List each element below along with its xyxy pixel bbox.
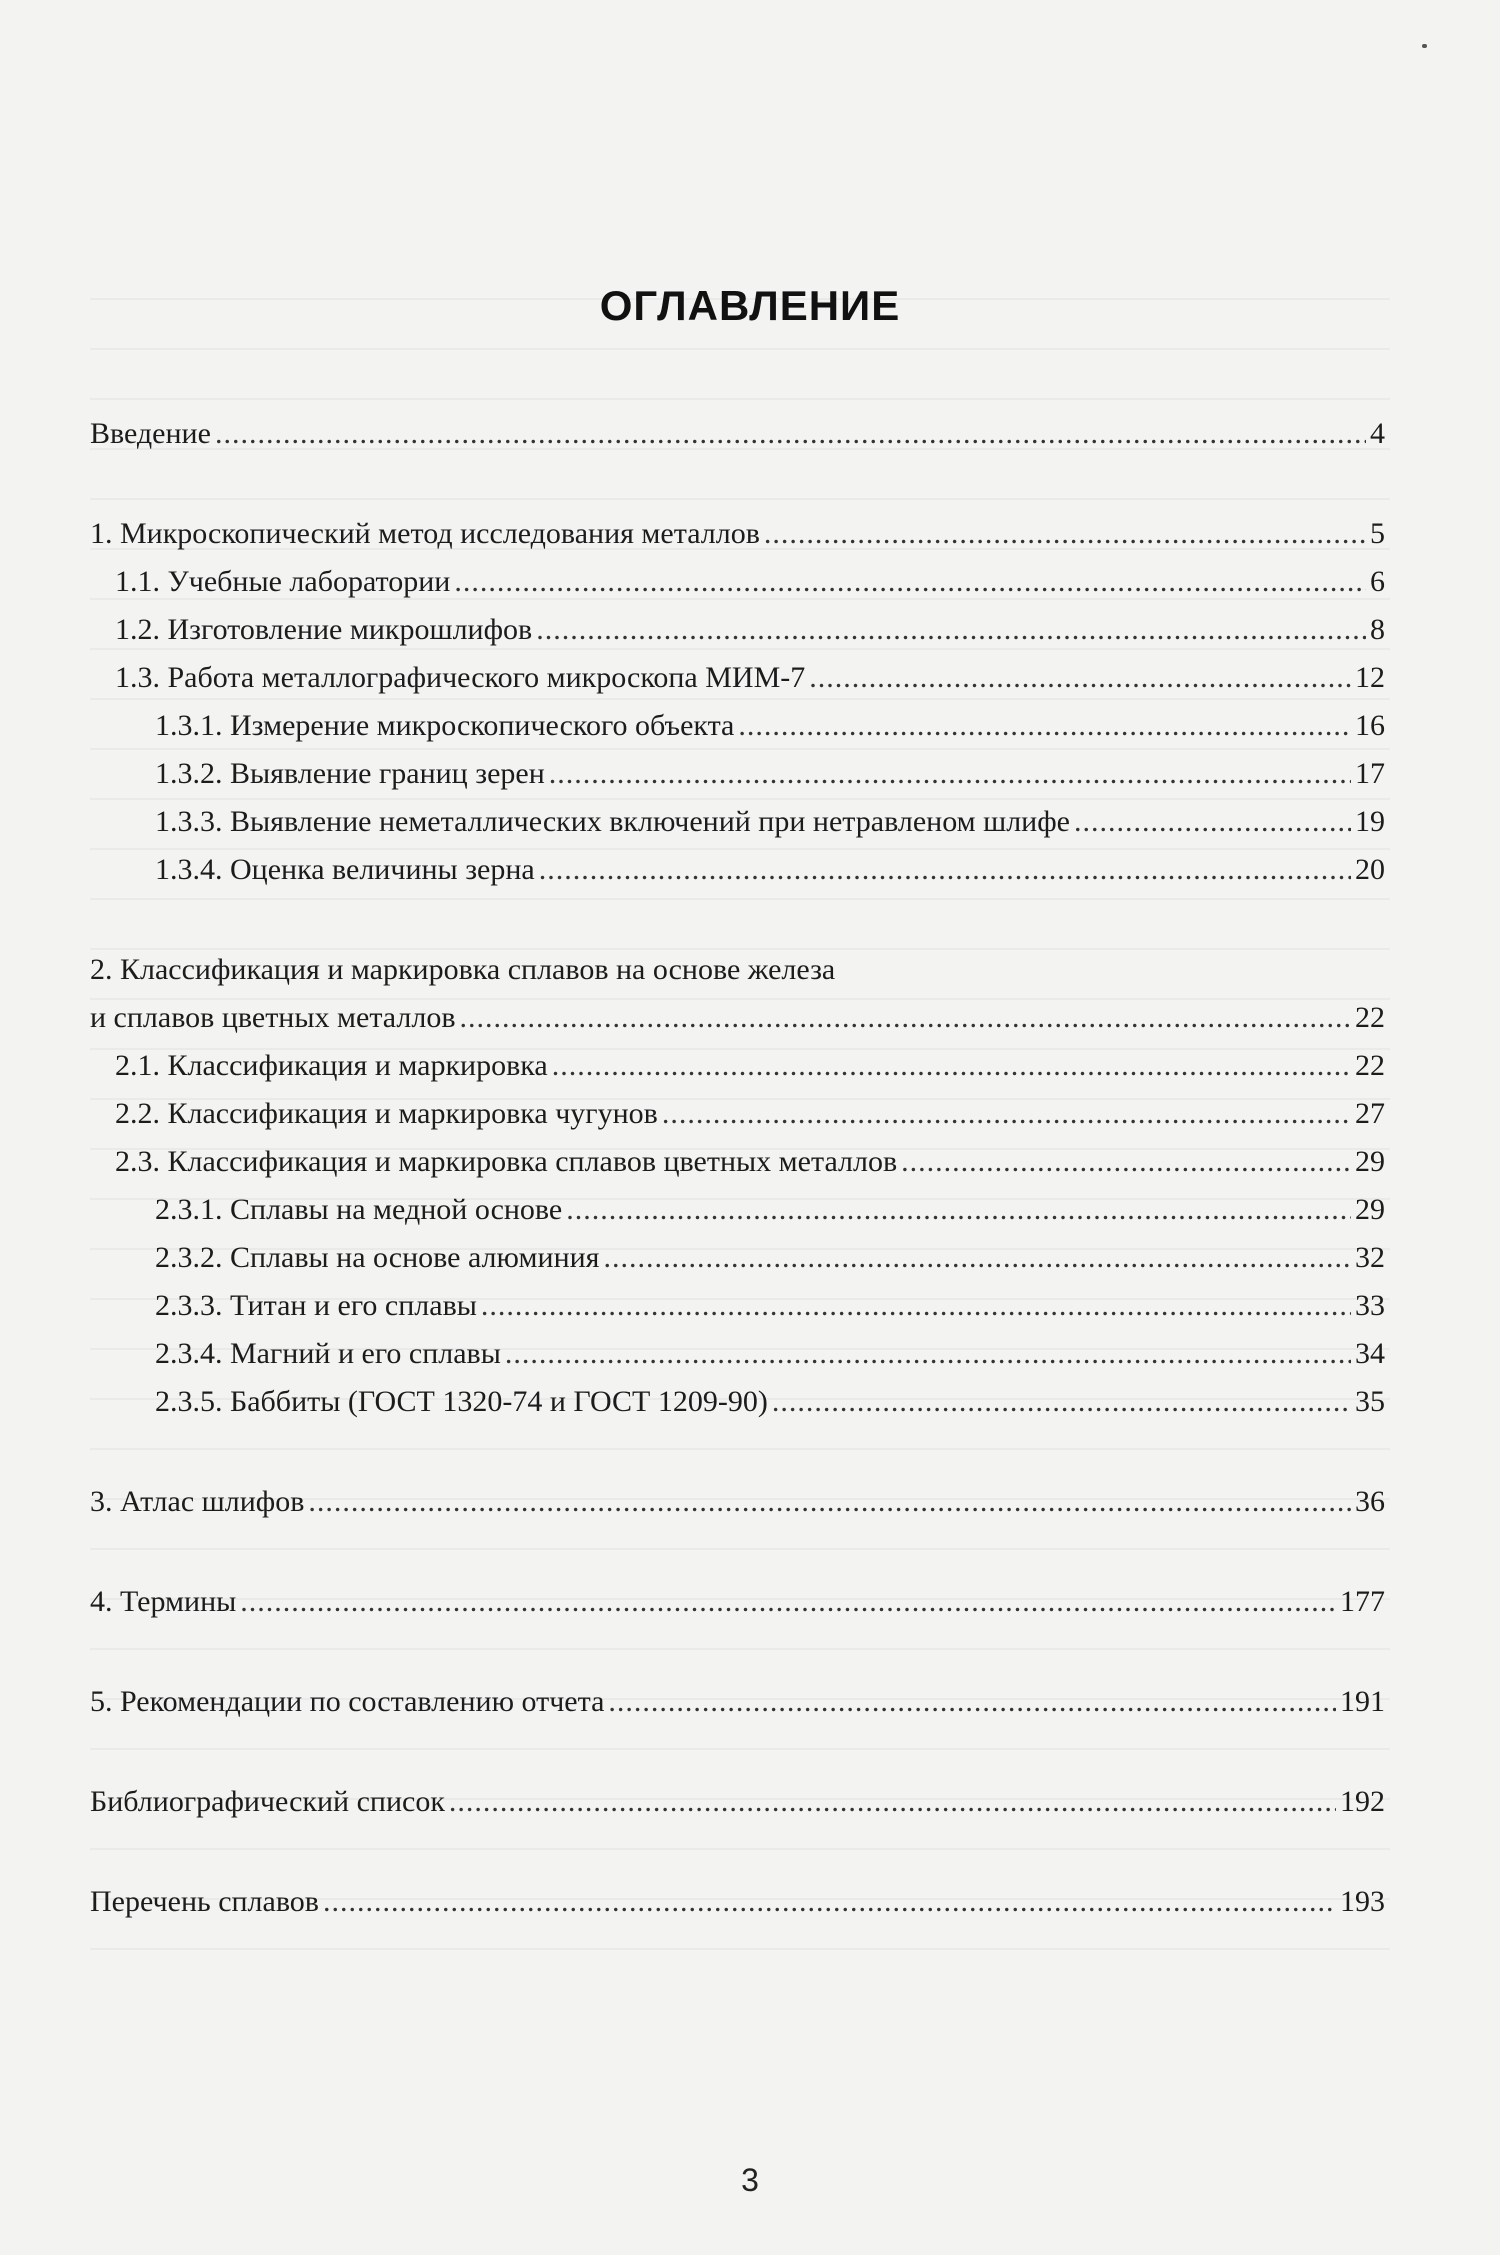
toc-entry: Библиографический список ..... 192 xyxy=(90,1778,1385,1826)
toc-entry: 2.3.4. Магний и его сплавы ..... 34 xyxy=(90,1330,1385,1378)
toc-entry: 3. Атлас шлифов ..... 36 xyxy=(90,1478,1385,1526)
toc-entry: и сплавов цветных металлов ..... 22 xyxy=(90,994,1385,1042)
toc-entry: 1. Микроскопический метод исследования металлов ..... 5 xyxy=(90,510,1385,558)
toc-entry: 2.3.3. Титан и его сплавы ..... 33 xyxy=(90,1282,1385,1330)
toc-entry: 4. Термины ..... 177 xyxy=(90,1578,1385,1626)
toc-entry: 1.3.1. Измерение микроскопического объекта ..... 16 xyxy=(90,702,1385,750)
toc-entry-line: 2. Классификация и маркировка сплавов на основе железа xyxy=(90,953,836,986)
paper-speck xyxy=(1422,44,1427,48)
toc-entry: 2.3. Классификация и маркировка сплавов цветных металлов ..... 29 xyxy=(90,1138,1385,1186)
toc-entry: 2.1. Классификация и маркировка ..... 22 xyxy=(90,1042,1385,1090)
toc-entry: Введение ..... 4 xyxy=(90,410,1385,458)
toc-entry: 1.1. Учебные лаборатории ..... 6 xyxy=(90,558,1385,606)
toc-entry: 5. Рекомендации по составлению отчета ..... 191 xyxy=(90,1678,1385,1726)
page-title: ОГЛАВЛЕНИЕ xyxy=(599,282,901,329)
page-number: 3 xyxy=(741,2162,759,2198)
toc-entry: 2.2. Классификация и маркировка чугунов ..... 27 xyxy=(90,1090,1385,1138)
toc-entry: 1.3.4. Оценка величины зерна ..... 20 xyxy=(90,846,1385,894)
table-of-contents xyxy=(90,410,1385,1926)
toc-entry: 1.2. Изготовление микрошлифов ..... 8 xyxy=(90,606,1385,654)
toc-entry: 1.3. Работа металлографического микроскопа МИМ-7 ..... 12 xyxy=(90,654,1385,702)
toc-entry: 1.3.3. Выявление неметаллических включений при нетравленом шлифе ..... 19 xyxy=(90,798,1385,846)
toc-entry: 1.3.2. Выявление границ зерен ..... 17 xyxy=(90,750,1385,798)
toc-entry: 2.3.1. Сплавы на медной основе ..... 29 xyxy=(90,1186,1385,1234)
toc-entry: 2.3.2. Сплавы на основе алюминия ..... 32 xyxy=(90,1234,1385,1282)
toc-entry: 2.3.5. Баббиты (ГОСТ 1320-74 и ГОСТ 1209-90) ..... 35 xyxy=(90,1378,1385,1426)
toc-entry: Перечень сплавов ..... 193 xyxy=(90,1878,1385,1926)
